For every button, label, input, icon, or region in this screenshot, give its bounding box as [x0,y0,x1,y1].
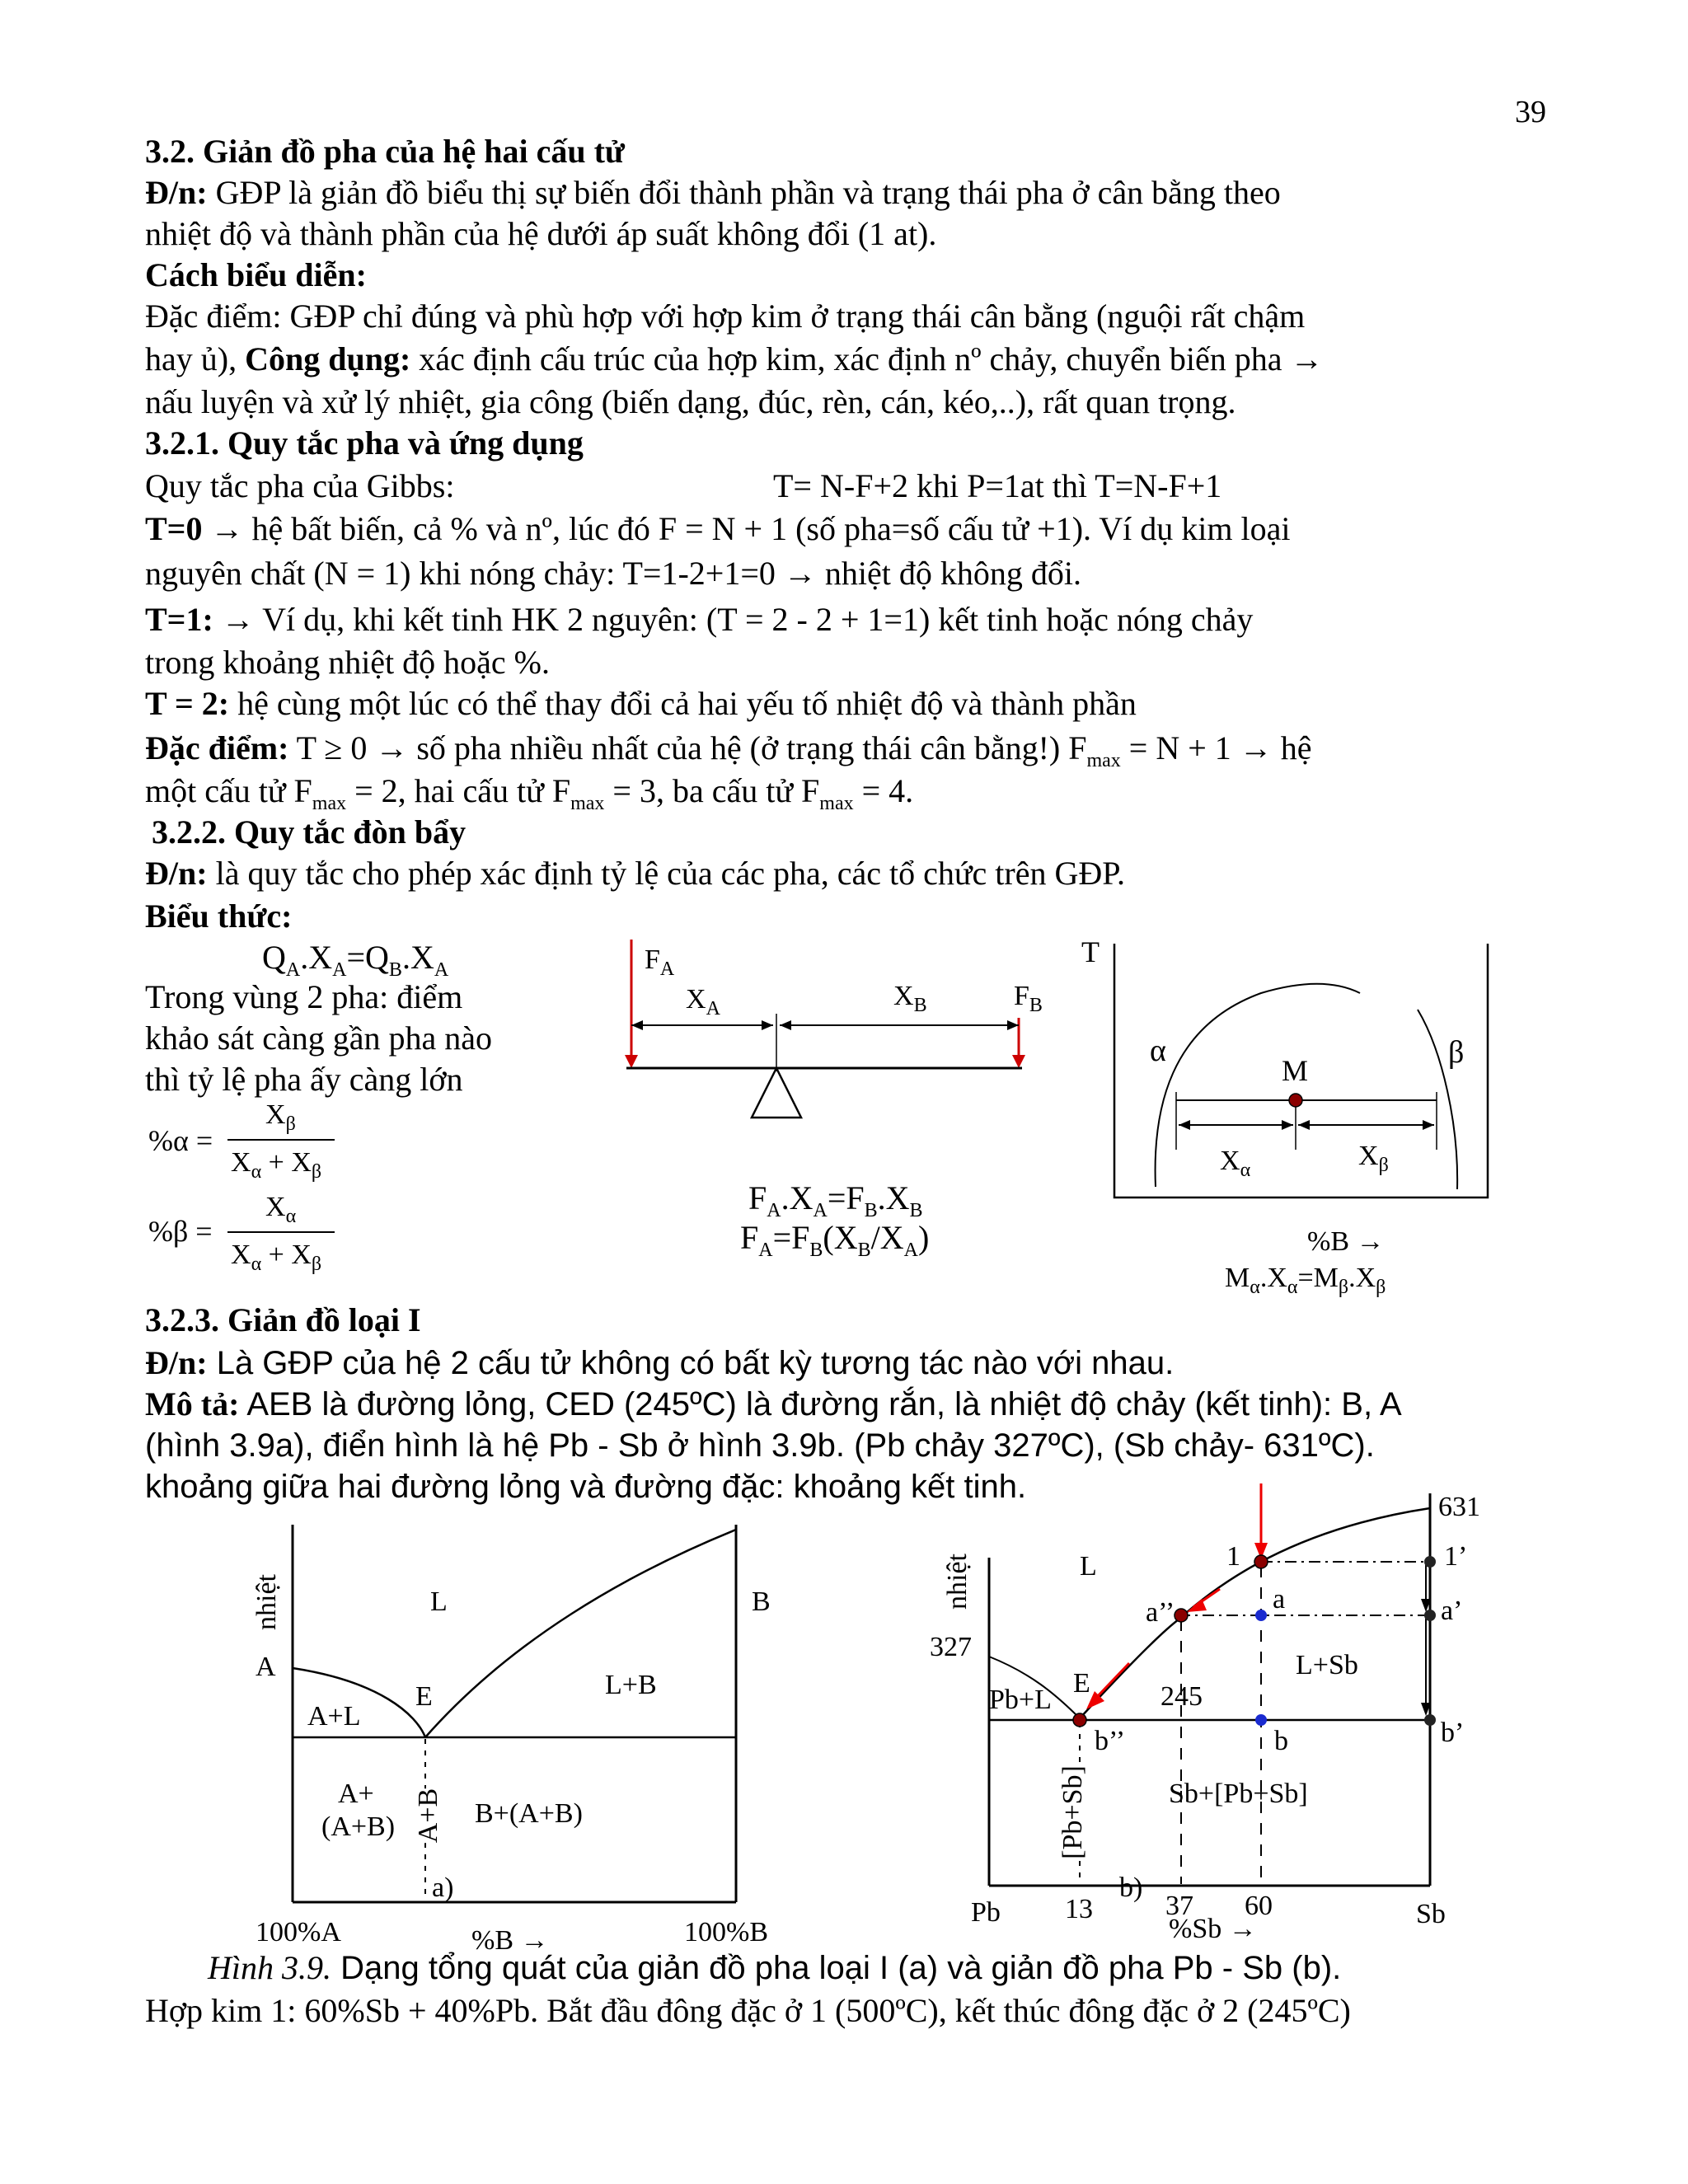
footer-line: Hợp kim 1: 60%Sb + 40%Pb. Bắt đầu đông đặc ở 1 (500ºC), kết thúc đông đặc ở 2 (245ºC) [145,1992,1351,2029]
fig-b-E: E [1073,1668,1090,1699]
frac-beta-denominator: $X_\alpha + X_\beta$ [231,1240,322,1275]
fig-b-13: 13 [1065,1894,1093,1924]
mota-line2: (hình 3.9a), điển hình là hệ Pb - Sb ở hình 3.9b. (Pb chảy 327ºC), (Sb chảy- 631ºC). [145,1427,1375,1464]
t0-line1 [145,509,1291,549]
dac-diem-text: hay ủ), [145,340,246,377]
lever-xb-label: $X_B$ [893,981,927,1016]
dd2-b: = 2, hai cấu tử F [346,772,571,809]
fraction-bar [227,1139,335,1141]
fig-a-L: L [430,1586,448,1617]
section-3-2-title: 3.2. Giản đồ pha của hệ hai cấu tử [145,133,625,170]
dn-text: GĐP là giản đồ biểu thị sự biến đổi thành phần và trạng thái pha ở cân bằng theo [215,174,1281,211]
fmax-subscript: max [1086,750,1121,771]
bieu-thuc-label: Biểu thức: [145,898,293,935]
fig-b-631: 631 [1438,1492,1480,1522]
point-1 [1254,1555,1268,1568]
t2-line [145,684,1137,724]
fig-b-b-prime: b’ [1441,1718,1465,1748]
t2-label: T = 2: [145,685,230,722]
dac-diem-line2 [145,340,1324,379]
t1-line2: trong khoảng nhiệt độ hoặc %. [145,644,550,681]
liquidus-arrow-2 [1095,1663,1129,1699]
dd2-a: một cấu tử F [145,772,312,809]
lever-eq1: $F_A.X_A=F_B.X_B$ [748,1179,923,1221]
definition-3-2-line2: nhiệt độ và thành phần của hệ dưới áp suất không đổi (1 at). [145,215,937,252]
dd2-d: = 4. [853,772,914,809]
fig-a-E: E [415,1681,433,1712]
cong-dung-text: xác định cấu trúc của hợp kim, xác định nº chảy, chuyển biến pha → [410,340,1324,377]
alpha-boundary [1156,984,1360,1187]
dac-diem-line3: nấu luyện và xử lý nhiệt, gia công (biến dạng, đúc, rèn, cán, kéo,..), rất quan trọng. [145,383,1236,420]
fig-b-Pb: Pb [971,1897,1001,1928]
t1-label: T=1: [145,601,213,638]
t1-text: → Ví dụ, khi kết tinh HK 2 nguyên: (T = 2 - 2 + 1=1) kết tinh hoặc nóng chảy [213,601,1254,638]
type1-dn-text: Là GĐP của hệ 2 cấu tử không có bất kỳ tương tác nào với nhau. [207,1345,1175,1381]
fig-a-right-label: 100%B [684,1917,768,1947]
fig-b-37: 37 [1165,1891,1193,1921]
dac-diem-label: Đặc điểm: [145,729,289,766]
fig-b-sublabel: b) [1119,1872,1143,1903]
point-1-prime [1424,1556,1436,1568]
trong-vung-line3: thì tỷ lệ pha ấy càng lớn [145,1061,463,1098]
gibbs-formula: T= N-F+2 khi P=1at thì T=N-F+1 [773,467,1222,504]
fig-b-point-1-prime: 1’ [1444,1541,1468,1572]
fig-a-left-label: 100%A [256,1917,341,1947]
frac-alpha-denominator: $X_\alpha + X_\beta$ [231,1147,322,1183]
trong-vung-line1: Trong vùng 2 pha: điểm [145,978,463,1015]
fig-a-BAB: B+(A+B) [475,1798,583,1829]
dn-label: Đ/n: [145,174,208,211]
diagram-beta-label: β [1448,1035,1465,1070]
fig-b-ylabel: nhiệt [941,1554,973,1610]
diagram-pctb-label: %B → [1307,1226,1385,1257]
point-b [1255,1714,1267,1726]
fig-a-A: A [256,1652,276,1682]
mota-line1 [145,1385,1402,1424]
lever-fb-label: $F_B$ [1014,981,1043,1016]
caption-prefix: Hình 3.9. [208,1949,331,1986]
t0-text: → hệ bất biến, cả % và nº, lúc đó F = N + 1 (số pha=số cấu tử +1). Ví dụ kim loại [202,510,1291,547]
point-e [1073,1713,1086,1727]
trong-vung-line2: khảo sát càng gần pha nào [145,1019,492,1057]
liquidus-b [425,1530,736,1737]
page-number: 39 [1515,95,1546,129]
fig-b-point-a: a [1273,1584,1286,1615]
fig-b-PbSb-vertical: [Pb+Sb] [1057,1765,1088,1859]
lever-main-equation: $Q_A.X_A=Q_B.X_A$ [262,939,449,981]
dd2-c: = 3, ba cấu tử F [604,772,820,809]
fig-b-point-1: 1 [1226,1541,1240,1572]
fulcrum [752,1068,801,1118]
caption-text: Dạng tổng quát của giản đồ pha loại I (a) và giản đồ pha Pb - Sb (b). [331,1950,1342,1986]
dn-label: Đ/n: [145,1344,208,1381]
fmax-subscript: max [819,793,854,814]
fig-a-Aplus: A+ [338,1779,374,1809]
gibbs-label: Quy tắc pha của Gibbs: [145,467,455,504]
t0-line2: nguyên chất (N = 1) khi nóng chảy: T=1-2+1=0 → nhiệt độ không đổi. [145,555,1081,592]
type1-definition [145,1343,1174,1383]
dac-diem-text-a: T ≥ 0 → số pha nhiều nhất của hệ (ở trạng thái cân bằng!) F [288,729,1087,766]
point-a-prime [1424,1610,1436,1621]
lever-dn-text: là quy tắc cho phép xác định tỷ lệ của các pha, các tổ chức trên GĐP. [207,855,1126,892]
point-m [1289,1094,1302,1107]
dac-diem-line1: Đặc điểm: GĐP chỉ đúng và phù hợp với hợp kim ở trạng thái cân bằng (nguội rất chậm [145,298,1306,335]
definition-3-2 [145,173,1281,213]
mota-text: AEB là đường lỏng, CED (245ºC) là đường rắn, là nhiệt độ chảy (kết tinh): B, A [239,1386,1402,1422]
fig-b-327: 327 [930,1632,972,1662]
lever-xa-label: $X_A$ [686,984,720,1019]
fmax-subscript: max [312,793,347,814]
t2-text: hệ cùng một lúc có thể thay đổi cả hai yếu tố nhiệt độ và thành phần [229,685,1137,722]
fig-a-AB-vertical: A+B [413,1788,444,1844]
fig-b-point-a-prime: a’ [1441,1596,1463,1626]
fig-b-L: L [1080,1551,1097,1582]
fig-a-AB-paren: (A+B) [321,1811,396,1842]
lever-definition [145,854,1125,893]
force-a-arrowhead [625,1055,638,1068]
cong-dung-label: Công dụng: [245,340,411,377]
liquidus-sb [1080,1508,1430,1718]
fig-b-point-a2: a’’ [1146,1597,1175,1628]
section-3-2-2-title: 3.2.2. Quy tắc đòn bẩy [152,813,467,851]
lever-eq2: $F_A=F_B(X_B/X_A)$ [740,1219,930,1261]
point-a2 [1175,1609,1188,1622]
diagram-m-label: M [1282,1054,1309,1087]
fig-a-AL: A+L [307,1701,361,1732]
fig-b-245: 245 [1160,1681,1203,1712]
diagram-alpha-label: α [1150,1033,1166,1068]
fmax-subscript: max [570,793,605,814]
mota-label: Mô tả: [145,1385,240,1422]
figure-caption [208,1948,1341,1988]
frac-beta-numerator: $X_\alpha$ [265,1192,297,1227]
fig-b-Sb: Sb [1416,1899,1446,1929]
pct-alpha-label: %α = [148,1124,213,1157]
t1-line1 [145,600,1253,640]
fig-b-b2: b’’ [1095,1726,1126,1756]
mota-line3: khoảng giữa hai đường lỏng và đường đặc: khoảng kết tinh. [145,1469,1027,1505]
pct-beta-label: %β = [148,1215,213,1248]
fig-b-PbL: Pb+L [989,1685,1052,1715]
fig-b-LSb: L+Sb [1296,1650,1358,1680]
frac-alpha-numerator: $X_\beta$ [265,1099,296,1135]
section-3-2-1-title: 3.2.1. Quy tắc pha và ứng dụng [145,424,584,462]
fig-a-ylabel: nhiệt [251,1574,282,1630]
fig-b-60: 60 [1245,1891,1273,1921]
diagram-t-label: T [1081,935,1100,968]
fig-b-b: b [1274,1726,1288,1756]
diagram-equation: $M_\alpha.X_\alpha=M_\beta.X_\beta$ [1225,1263,1386,1298]
point-b-prime [1424,1714,1436,1726]
fig-a-xlabel: %B → [471,1925,549,1956]
section-3-2-3-title: 3.2.3. Giản đồ loại I [145,1301,421,1338]
fig-a-B: B [752,1586,771,1617]
fig-a-sublabel: a) [432,1872,454,1903]
lever-fa-label: $F_A$ [645,944,675,980]
t0-label: T=0 [145,510,203,547]
diagram-xalpha-label: $X_\alpha$ [1220,1146,1251,1181]
fig-a-LB: L+B [605,1670,657,1700]
point-a [1255,1610,1267,1621]
diagram-xbeta-label: $X_\beta$ [1358,1141,1389,1176]
force-b-arrowhead [1012,1055,1025,1068]
fig-b-xlabel: %Sb → [1169,1914,1257,1944]
dac-diem-text-b: = N + 1 → hệ [1120,729,1312,766]
dn-label: Đ/n: [145,855,208,892]
fig-b-SbPbSb: Sb+[Pb+Sb] [1169,1779,1308,1809]
cach-bieu-dien-label: Cách biểu diễn: [145,256,367,293]
fraction-bar [227,1231,335,1233]
